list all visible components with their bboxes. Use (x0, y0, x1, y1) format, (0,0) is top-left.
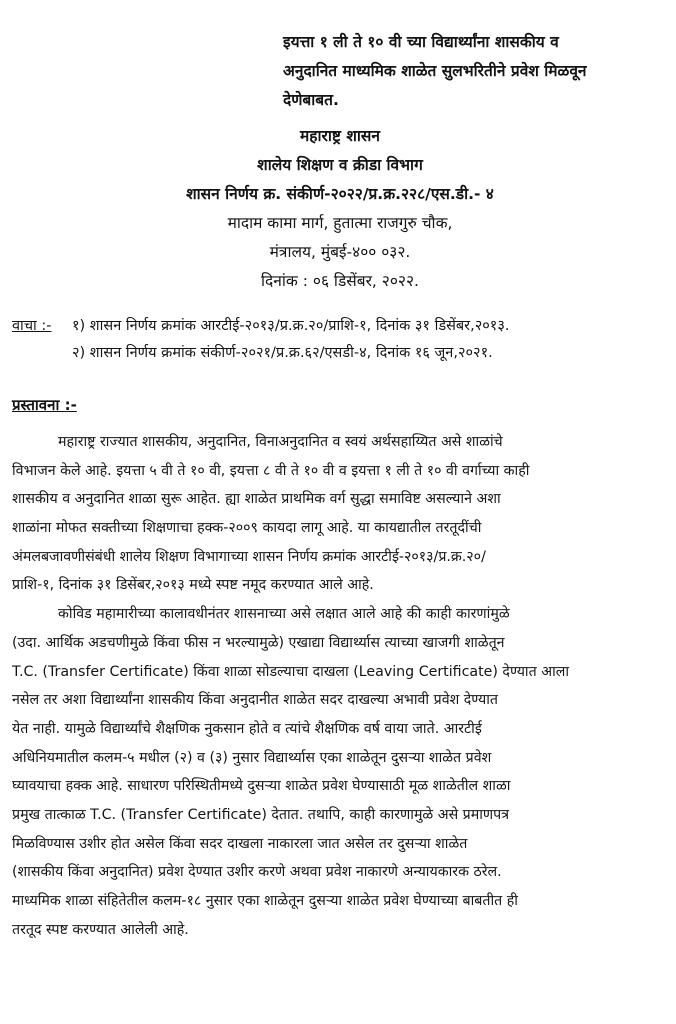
references-block (12, 313, 672, 367)
paragraph-line: माध्यमिक शाळा संहितेतील कलम-१८ नुसार एका शाळेतून दुसऱ्या शाळेत प्रवेश घेण्याच्या बाबतीत ही (12, 893, 518, 909)
preamble-body (12, 428, 664, 944)
paragraph-line: महाराष्ट्र राज्यात शासकीय, अनुदानित, विनाअनुदानित व स्वयं अर्थसहाय्यित असे शाळांचे (58, 434, 503, 450)
reference-row (12, 340, 672, 367)
resolution-date: दिनांक : ०६ डिसेंबर, २०२२. (261, 272, 419, 290)
reference-row (12, 313, 672, 340)
paragraph-line: मिळविण्यास उशीर होत असेल किंवा सदर दाखला नाकारला जात असेल तर दुसऱ्या शाळेत (12, 835, 468, 852)
paragraph-line: अधिनियमातील कलम-५ मधील (२) व (३) नुसार विद्यार्थ्यास एका शाळेतून दुसऱ्या शाळेत प्रवेश (12, 749, 492, 766)
paragraph-line: T.C. (Transfer Certificate) किंवा शाळा सोडल्याचा दाखला (Leaving Certificate) देण्यात आला (12, 663, 569, 680)
paragraph-line: शासकीय व अनुदानित शाळा सुरू आहेत. ह्या शाळेत प्राथमिक वर्ग सुद्धा समाविष्ट असल्याने अशा (12, 491, 501, 508)
department-name: शालेय शिक्षण व क्रीडा विभाग (257, 156, 423, 174)
paragraph-line: तरतूद स्पष्ट करण्यात आलेली आहे. (12, 921, 189, 938)
paragraph-line: अंमलबजावणीसंबंधी शालेय शिक्षण विभागाच्या शासन निर्णय क्रमांक आरटीई-२०१३/प्र.क्र.२०/ (12, 548, 486, 565)
subject-line: देणेबाबत. (283, 91, 339, 109)
letterhead (150, 122, 530, 296)
reference-item: २) शासन निर्णय क्रमांक संकीर्ण-२०२१/प्र.क्र.६२/एसडी-४, दिनांक १६ जून,२०२१. (72, 345, 493, 361)
subject-block (283, 28, 668, 115)
government-name: महाराष्ट्र शासन (300, 127, 380, 145)
preamble-heading: प्रस्तावना :- (12, 396, 77, 414)
subject-line: इयत्ता १ ली ते १० वी च्या विद्यार्थ्यांना शासकीय व (283, 33, 559, 51)
references-label: वाचा :- (12, 318, 52, 334)
address-line: मादाम कामा मार्ग, हुतात्मा राजगुरु चौक, (227, 214, 453, 232)
reference-item: १) शासन निर्णय क्रमांक आरटीई-२०१३/प्र.क्र.२०/प्राशि-१, दिनांक ३१ डिसेंबर,२०१३. (72, 318, 510, 334)
paragraph-line: शाळांना मोफत सक्तीच्या शिक्षणाचा हक्क-२००९ कायदा लागू आहे. या कायद्यातील तरतूदींची (12, 520, 482, 537)
paragraph-line: कोविड महामारीच्या कालावधीनंतर शासनाच्या असे लक्षात आले आहे की काही कारणांमुळे (58, 606, 510, 623)
subject-line: अनुदानित माध्यमिक शाळेत सुलभरितीने प्रवेश मिळवून (283, 62, 587, 80)
resolution-number: शासन निर्णय क्र. संकीर्ण-२०२२/प्र.क्र.२२८/एस.डी.- ४ (186, 185, 494, 203)
paragraph-line: प्राशि-१, दिनांक ३१ डिसेंबर,२०१३ मध्ये स्पष्ट नमूद करण्यात आले आहे. (12, 577, 374, 594)
paragraph-line: येत नाही. यामुळे विद्यार्थ्यांचे शैक्षणिक नुकसान होते व त्यांचे शैक्षणिक वर्ष वाया जाते. आरटीई (12, 720, 482, 737)
paragraph-line: घ्यावयाचा हक्क आहे. साधारण परिस्थितीमध्ये दुसऱ्या शाळेत प्रवेश घेण्यासाठी मूळ शाळेतील शाळा (12, 778, 511, 795)
address-line: मंत्रालय, मुंबई-४०० ०३२. (269, 243, 411, 261)
paragraph-line: (उदा. आर्थिक अडचणीमुळे किंवा फीस न भरल्यामुळे) एखाद्या विद्यार्थ्यास त्याच्या खाजगी शाळेतून (12, 634, 505, 651)
paragraph-line: (शासकीय किंवा अनुदानित) प्रवेश देण्यात उशीर करणे अथवा प्रवेश नाकारणे अन्यायकारक ठरेल. (12, 864, 502, 881)
paragraph-line: प्रमुख तात्काळ T.C. (Transfer Certificate) देतात. तथापि, काही कारणामुळे असे प्रमाणपत्र (12, 806, 510, 823)
paragraph-line: नसेल तर अशा विद्यार्थ्यांना शासकीय किंवा अनुदानीत शाळेत सदर दाखल्या अभावी प्रवेश देण्यात (12, 692, 499, 709)
paragraph-line: विभाजन केले आहे. इयत्ता ५ वी ते १० वी, इयत्ता ८ वी ते १० वी व इयत्ता १ ली ते १० वी वर्गाच्या काही (12, 462, 530, 479)
